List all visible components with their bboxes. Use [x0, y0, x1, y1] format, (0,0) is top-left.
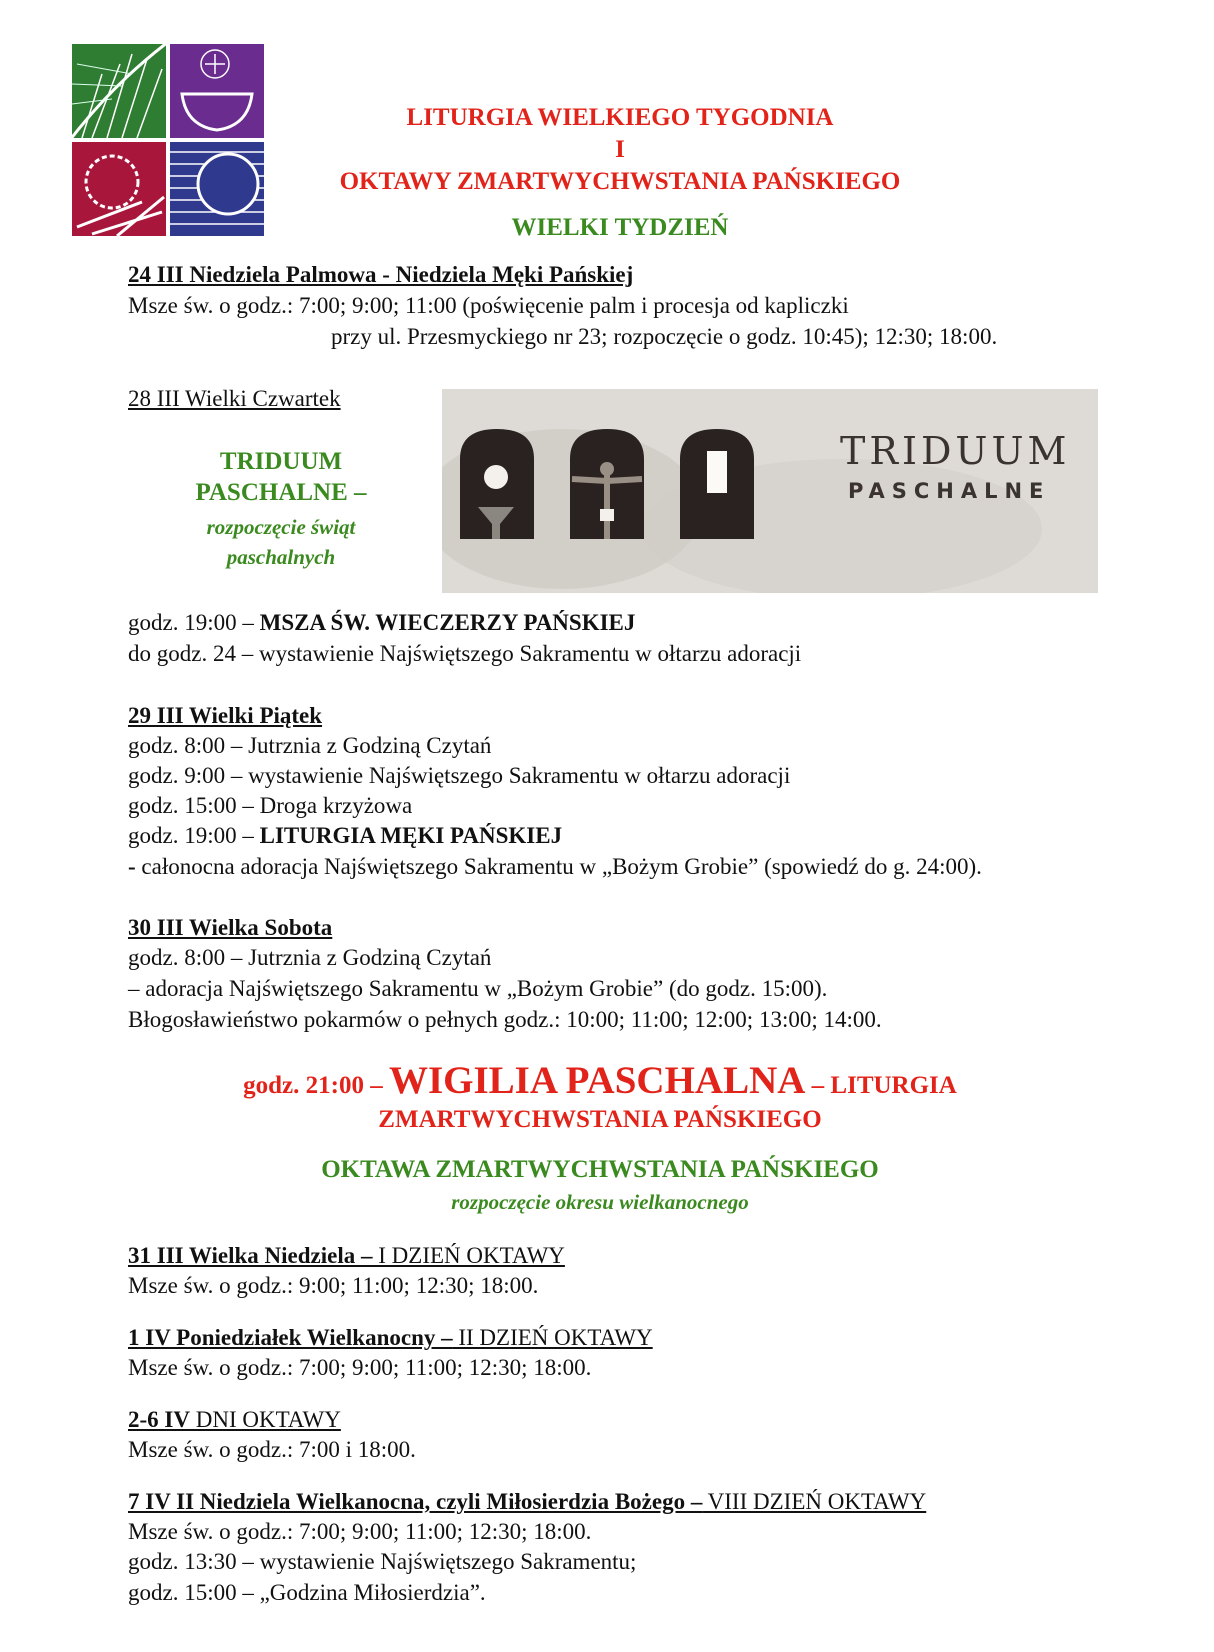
chalice-host-icon: [170, 44, 264, 138]
easter-monday-line1: Msze św. o godz.: 7:00; 9:00; 11:00; 12:30; 18:00.: [128, 1355, 592, 1380]
triduum-banner-image: [442, 389, 1098, 593]
triduum-sub1: rozpoczęcie świąt: [206, 515, 356, 539]
friday-line1: godz. 8:00 – Jutrznia z Godziną Czytań: [128, 733, 492, 758]
vigil-line2: ZMARTWYCHWSTANIA PAŃSKIEGO: [378, 1106, 822, 1133]
header-line3: OKTAWY ZMARTWYCHWSTANIA PAŃSKIEGO: [339, 168, 901, 195]
palm-sunday-line2: przy ul. Przesmyckiego nr 23; rozpoczęcie o godz. 10:45); 12:30; 18:00.: [331, 324, 998, 349]
sun-stripes-icon: [170, 142, 264, 236]
header-line2: I: [615, 136, 625, 163]
friday-line3: godz. 15:00 – Droga krzyżowa: [128, 793, 413, 818]
saturday-line2: – adoracja Najświętszego Sakramentu w „Bożym Grobie” (do godz. 15:00).: [128, 976, 828, 1001]
easter-sunday-heading: 31 III Wielka Niedziela – I DZIEŃ OKTAWY: [128, 1243, 565, 1268]
friday-heading: 29 III Wielki Piątek: [128, 703, 323, 728]
thursday-line2: do godz. 24 – wystawienie Najświętszego Sakramentu w ołtarzu adoracji: [128, 641, 802, 666]
header-subtitle: WIELKI TYDZIEŃ: [511, 214, 729, 241]
saturday-heading: 30 III Wielka Sobota: [128, 915, 333, 940]
divine-mercy-line2: godz. 13:30 – wystawienie Najświętszego Sakramentu;: [128, 1549, 637, 1574]
octave-subtitle: rozpoczęcie okresu wielkanocnego: [451, 1190, 749, 1214]
liturgy-logo: [72, 44, 264, 236]
palm-sunday-heading: 24 III Niedziela Palmowa - Niedziela Męki Pańskiej: [128, 262, 634, 287]
header-line1: LITURGIA WIELKIEGO TYGODNIA: [406, 104, 834, 131]
triduum-sub2: paschalnych: [226, 545, 336, 569]
thursday-heading: 28 III Wielki Czwartek: [128, 386, 341, 411]
saturday-line1: godz. 8:00 – Jutrznia z Godziną Czytań: [128, 945, 492, 970]
divine-mercy-line3: godz. 15:00 – „Godzina Miłosierdzia”.: [128, 1580, 486, 1605]
octave-days-line1: Msze św. o godz.: 7:00 i 18:00.: [128, 1437, 416, 1462]
thursday-line1: godz. 19:00 – MSZA ŚW. WIECZERZY PAŃSKIEJ: [128, 610, 636, 635]
divine-mercy-line1: Msze św. o godz.: 7:00; 9:00; 11:00; 12:30; 18:00.: [128, 1519, 592, 1544]
triduum-title1: TRIDUUM: [219, 448, 343, 475]
saturday-line3: Błogosławieństwo pokarmów o pełnych godz.: 10:00; 11:00; 12:00; 13:00; 14:00.: [128, 1007, 882, 1032]
banner-title-line1: TRIDUUM: [840, 429, 1071, 473]
octave-days-heading: 2-6 IV DNI OKTAWY: [128, 1407, 341, 1432]
divine-mercy-heading: 7 IV II Niedziela Wielkanocna, czyli Miłosierdzia Bożego – VIII DZIEŃ OKTAWY: [128, 1489, 927, 1514]
friday-line5: - całonocna adoracja Najświętszego Sakramentu w „Bożym Grobie” (spowiedź do g. 24:00).: [128, 854, 982, 879]
crown-of-thorns-icon: [72, 142, 166, 236]
easter-sunday-line1: Msze św. o godz.: 9:00; 11:00; 12:30; 18:00.: [128, 1273, 539, 1298]
octave-title: OKTAWA ZMARTWYCHWSTANIA PAŃSKIEGO: [321, 1156, 879, 1183]
vigil-line1: godz. 21:00 – WIGILIA PASCHALNA – LITURGIA: [243, 1059, 957, 1102]
triduum-title2: PASCHALNE –: [195, 479, 367, 506]
palm-sunday-line1: Msze św. o godz.: 7:00; 9:00; 11:00 (poświęcenie palm i procesja od kapliczki: [128, 293, 849, 318]
friday-line2: godz. 9:00 – wystawienie Najświętszego Sakramentu w ołtarzu adoracji: [128, 763, 791, 788]
banner-title-line2: PASCHALNE: [848, 479, 1051, 503]
friday-line4: godz. 19:00 – LITURGIA MĘKI PAŃSKIEJ: [128, 823, 563, 848]
easter-monday-heading: 1 IV Poniedziałek Wielkanocny – II DZIEŃ OKTAWY: [128, 1325, 653, 1350]
palm-branch-icon: [72, 44, 166, 138]
